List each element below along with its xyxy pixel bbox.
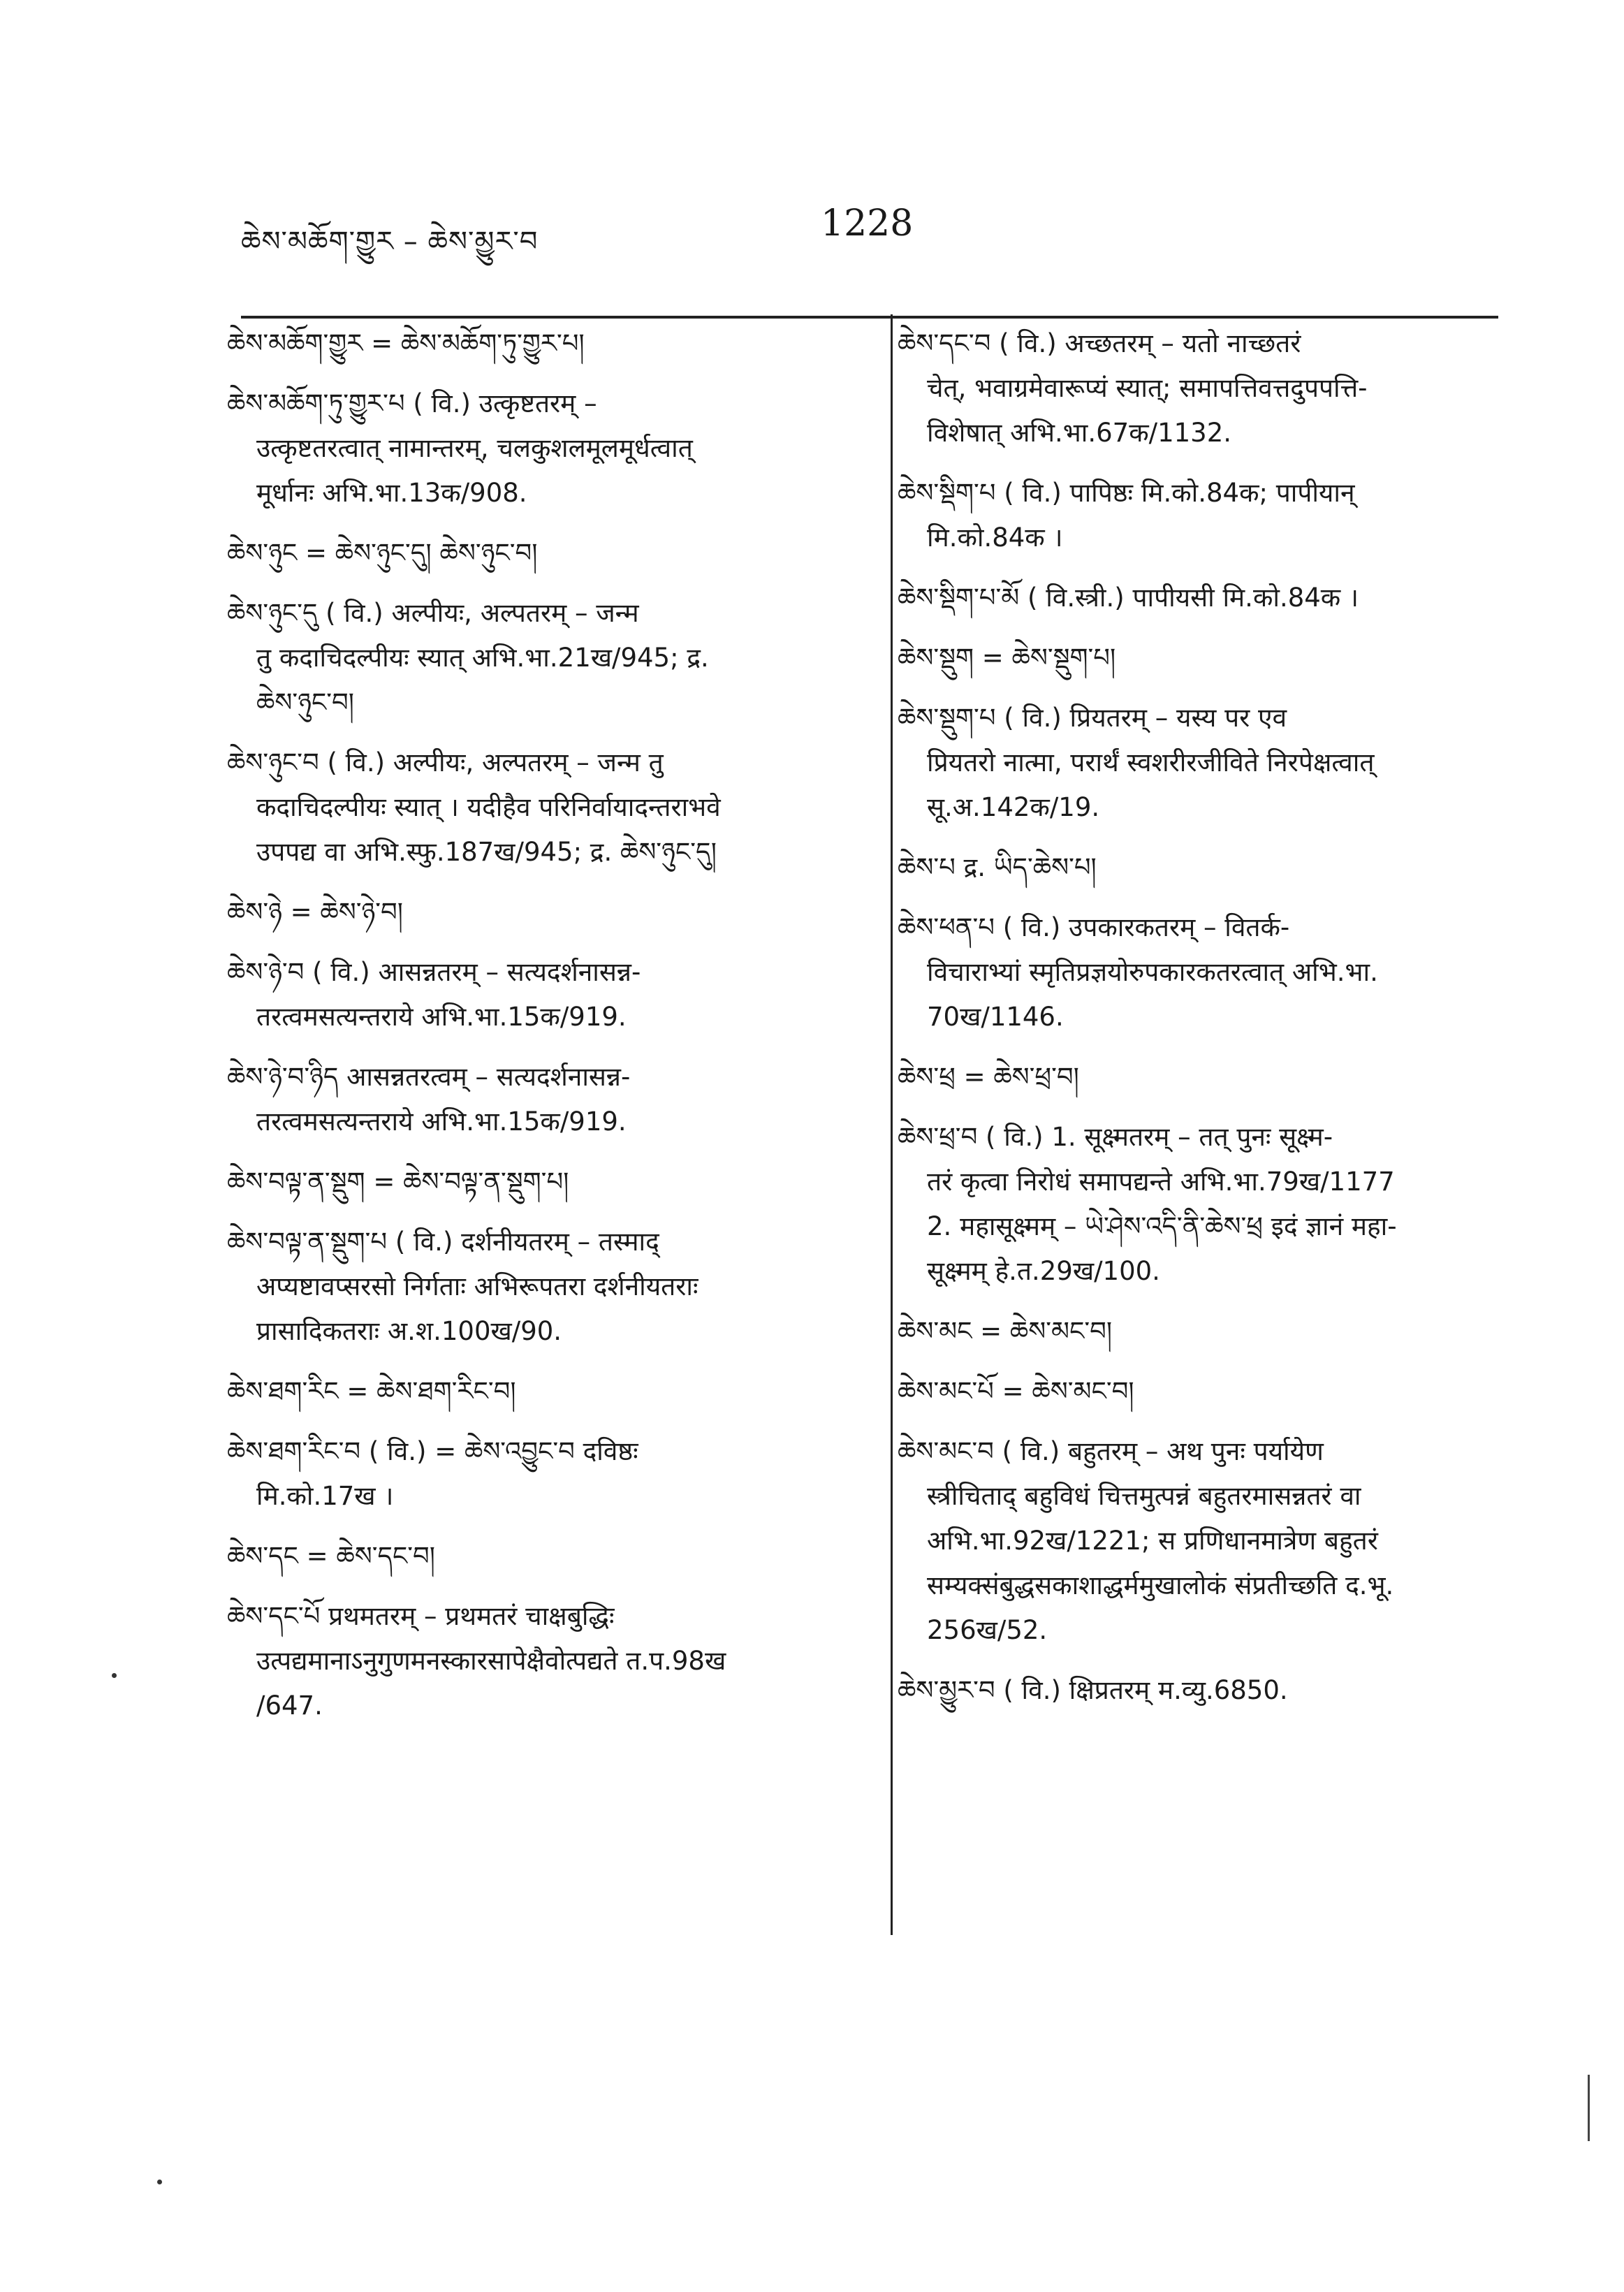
dictionary-entry [227, 890, 873, 935]
dictionary-entry [898, 845, 1498, 890]
dictionary-entry [898, 1115, 1498, 1294]
entry-continuation: सूक्ष्मम् हे.त.29ख/100. [927, 1256, 1160, 1286]
dictionary-entry [898, 471, 1498, 560]
entry-headline: ཆེས་བལྟ་ན་སྡུག = ཆེས་བལྟ་ན་སྡུག་པ། [227, 1167, 569, 1197]
entry-headline: ཆེས་དང = ཆེས་དང་བ། [227, 1541, 435, 1571]
entry-headline: ཆེས་མཆོག་གྱུར = ཆེས་མཆོག་ཏུ་གྱུར་པ། [227, 328, 585, 358]
dictionary-entry [227, 321, 873, 366]
entry-headline: ཆེས་བལྟ་ན་སྡུག་པ ( वि.) दर्शनीयतरम् – तस्माद् [227, 1227, 659, 1257]
entry-continuation: सम्यक्संबुद्धसकाशाद्धर्ममुखालोकं संप्रतीच्छति द.भू. [927, 1570, 1394, 1600]
entry-headline: ཆེས་དང་བ ( वि.) अच्छतरम् – यतो नाच्छतरं [898, 328, 1301, 358]
entry-headline: ཆེས་ཐག་རིང = ཆེས་ཐག་རིང་བ། [227, 1376, 516, 1406]
entry-headline: ཆེས་ཕན་པ ( वि.) उपकारकतरम् – वितर्क- [898, 912, 1290, 942]
entry-continuation: मूर्धानः अभि.भा.13क/908. [256, 478, 527, 508]
dictionary-entry [227, 591, 873, 725]
entry-continuation: प्रियतरो नात्मा, परार्थं स्वशरीरजीविते निरपेक्षत्वात् [927, 747, 1375, 778]
entry-continuation: 70ख/1146. [927, 1002, 1064, 1032]
entry-continuation: प्रासादिकतराः अ.श.100ख/90. [256, 1316, 562, 1346]
left-column [227, 321, 873, 1744]
entry-headline: ཆེས་པ द्र. ཡིད་ཆེས་པ། [898, 852, 1097, 882]
entry-continuation: स्त्रीचिताद् बहुविधं चित्तमुत्पन्नं बहुतरमासन्नतरं वा [927, 1481, 1361, 1511]
entry-continuation: अप्यष्टावप्सरसो निर्गताः अभिरूपतरा दर्शनीयतराः [256, 1271, 698, 1301]
entry-continuation: विचाराभ्यां स्मृतिप्रज्ञयोरुपकारकतरत्वात् अभि.भा. [927, 957, 1378, 987]
entry-headline: ཆེས་ཐག་རིང་བ ( वि.) = ཆེས་འབྱུང་བ दविष्ठः [227, 1436, 638, 1466]
entry-continuation: कदाचिदल्पीयः स्यात् । यदीहैव परिनिर्वायादन्तराभवे [256, 792, 721, 822]
entry-continuation: /647. [256, 1691, 323, 1721]
entry-continuation: तरत्वमसत्यन्तराये अभि.भा.15क/919. [256, 1002, 627, 1032]
entry-headline: ཆེས་སྡུག = ཆེས་སྡུག་པ། [898, 643, 1116, 673]
entry-headline: ཆེས་ཉེ = ཆེས་ཉེ་བ། [227, 897, 403, 927]
dictionary-entry [898, 1429, 1498, 1653]
entry-headline: ཆེས་ཉུང་དུ ( वि.) अल्पीयः, अल्पतरम् – जन्म [227, 598, 639, 628]
entry-continuation: तु कदाचिदल्पीयः स्यात् अभि.भा.21ख/945; द्र. [256, 643, 709, 673]
entry-headline: ཆེས་སྡིག་པ ( वि.) पापिष्ठः मि.को.84क; पापीयान् [898, 478, 1355, 508]
entry-headline: ཆེས་མང་པོ = ཆེས་མང་བ། [898, 1376, 1134, 1406]
entry-headline: ཆེས་ཉེ་བ་ཉིད आसन्नतरत्वम् – सत्यदर्शनासन्न- [227, 1062, 631, 1092]
dictionary-entry [898, 1055, 1498, 1100]
dictionary-entry [227, 1534, 873, 1579]
header-rule [241, 316, 1498, 319]
dictionary-entry [898, 1668, 1498, 1713]
entry-continuation: चेत्, भवाग्रमेवारूप्यं स्यात्; समापत्तिवत्तदुपपत्ति- [927, 373, 1368, 403]
dictionary-entry [227, 381, 873, 516]
right-column [898, 321, 1498, 1728]
entry-continuation: तरत्वमसत्यन्तराये अभि.भा.15क/919. [256, 1107, 627, 1137]
dictionary-entry [227, 531, 873, 576]
entry-headline: ཆེས་སྡིག་པ་མོ ( वि.स्त्री.) पापीयसी मि.को.84क । [898, 583, 1359, 613]
running-head: ཆེས་མཆོག་གྱུར – ཆེས་མྱུར་བ [241, 226, 539, 258]
entry-continuation: 2. महासूक्ष्मम् – ཡེ་ཤེས་འདི་ནི་ཆེས་ཕྲ इदं ज्ञानं महा- [927, 1211, 1397, 1241]
entry-headline: ཆེས་ཕྲ = ཆེས་ཕྲ་བ། [898, 1062, 1079, 1092]
entry-continuation: मि.को.17ख । [256, 1481, 394, 1511]
entry-headline: ཆེས་མང = ཆེས་མང་བ། [898, 1316, 1113, 1346]
dictionary-entry [227, 740, 873, 875]
dictionary-entry [227, 1594, 873, 1728]
dictionary-entry [227, 1220, 873, 1354]
entry-headline: ཆེས་ཉུང་བ ( वि.) अल्पीयः, अल्पतरम् – जन्म तु [227, 747, 664, 778]
entry-continuation: उत्कृष्टतरत्वात् नामान्तरम्, चलकुशलमूलमूर्धत्वात् [256, 433, 693, 463]
dictionary-entry [227, 1055, 873, 1144]
dictionary-entry [898, 696, 1498, 830]
entry-headline: ཆེས་སྡུག་པ ( वि.) प्रियतरम् – यस्य पर एव [898, 703, 1287, 733]
entry-headline: ཆེས་ཉེ་བ ( वि.) आसन्नतरम् – सत्यदर्शनासन्न- [227, 957, 641, 987]
speck [157, 2180, 162, 2184]
entry-headline: ཆེས་མང་བ ( वि.) बहुतरम् – अथ पुनः पर्यायेण [898, 1436, 1324, 1466]
dictionary-entry [898, 636, 1498, 680]
entry-continuation: तरं कृत्वा निरोधं समापद्यन्ते अभि.भा.79ख/1177 [927, 1167, 1395, 1197]
page-number: 1228 [821, 203, 914, 244]
entry-headline: ཆེས་མཆོག་ཏུ་གྱུར་པ ( वि.) उत्कृष्टतरम् – [227, 388, 597, 418]
dictionary-entry [227, 1160, 873, 1204]
dictionary-entry [898, 1369, 1498, 1414]
speck [112, 1673, 117, 1678]
entry-continuation: सू.अ.142क/19. [927, 792, 1100, 822]
entry-headline: ཆེས་ཕྲ་བ ( वि.) 1. सूक्ष्मतरम् – तत् पुनः सूक्ष्म- [898, 1122, 1333, 1152]
dictionary-entry [227, 1369, 873, 1414]
margin-mark [1588, 2075, 1590, 2141]
entry-headline: ཆེས་དང་པོ प्रथमतरम् – प्रथमतरं चाक्षबुद्धिः [227, 1601, 615, 1631]
entry-continuation: अभि.भा.92ख/1221; स प्रणिधानमात्रेण बहुतरं [927, 1526, 1378, 1556]
dictionary-entry [227, 950, 873, 1039]
dictionary-entry [227, 1429, 873, 1519]
entry-headline: ཆེས་ཉུང = ཆེས་ཉུང་དུ། ཆེས་ཉུང་བ། [227, 538, 538, 568]
entry-continuation: मि.को.84क । [927, 523, 1063, 553]
entry-headline: ཆེས་མྱུར་བ ( वि.) क्षिप्रतरम् म.व्यु.6850. [898, 1675, 1288, 1705]
dictionary-entry [898, 1309, 1498, 1354]
entry-continuation: उपपद्य वा अभि.स्फु.187ख/945; द्र. ཆེས་ཉུང་དུ། [256, 837, 717, 867]
dictionary-entry [898, 321, 1498, 455]
entry-continuation: उत्पद्यमानाऽनुगुणमनस्कारसापेक्षैवोत्पद्यते त.प.98ख [256, 1646, 726, 1676]
entry-continuation: विशेषात् अभि.भा.67क/1132. [927, 418, 1231, 448]
entry-continuation: ཆེས་ཉུང་བ། [256, 687, 354, 717]
entry-continuation: 256ख/52. [927, 1615, 1048, 1645]
dictionary-entry [898, 905, 1498, 1039]
column-divider [891, 314, 893, 1935]
dictionary-entry [898, 576, 1498, 620]
